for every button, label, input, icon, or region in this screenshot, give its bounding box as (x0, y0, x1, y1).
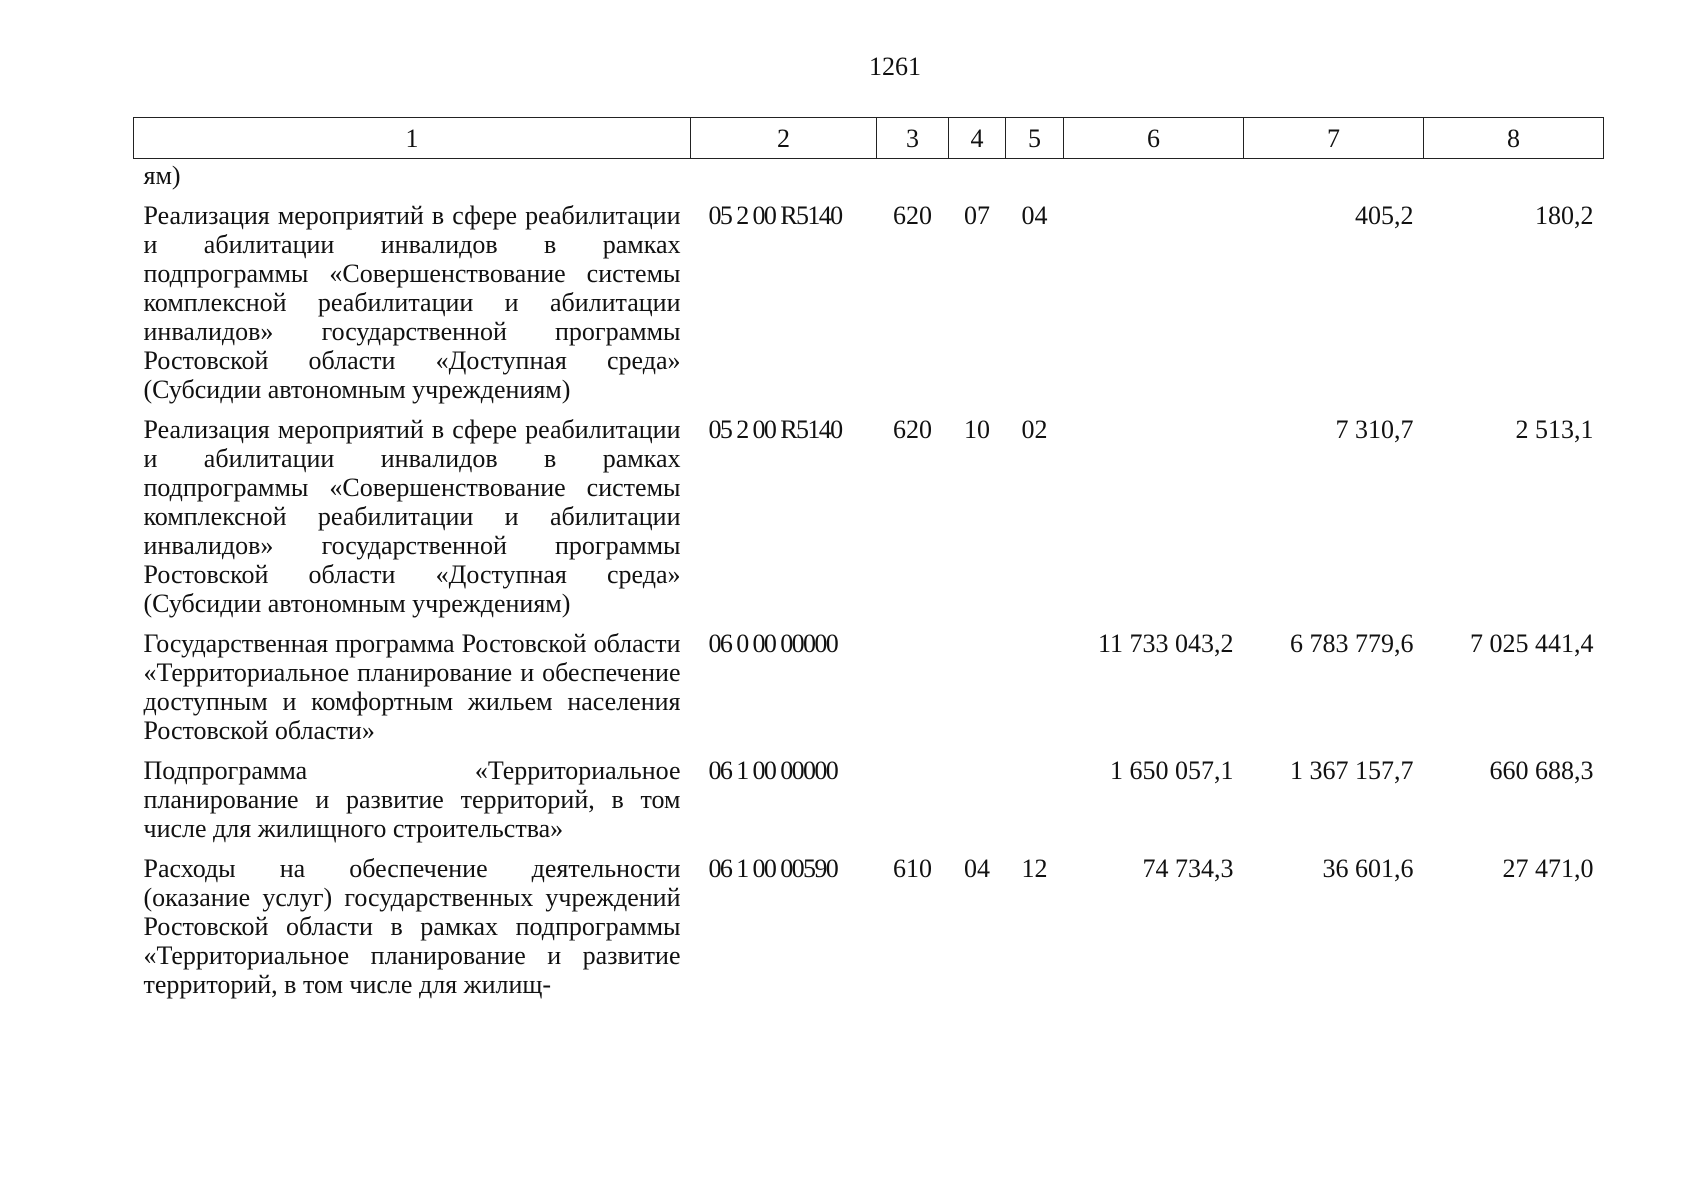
header-col-3: 3 (877, 118, 949, 159)
row-amount-col7: 1 367 157,7 (1290, 756, 1414, 785)
row-amount-col7: 405,2 (1355, 201, 1414, 230)
table-row (134, 745, 1604, 843)
row-target-code: 06 1 00 00000 (708, 756, 838, 785)
row-subsection: 04 (1021, 201, 1048, 230)
row-subsection: 12 (1021, 854, 1048, 883)
header-col-6: 6 (1064, 118, 1244, 159)
header-col-1: 1 (134, 118, 691, 159)
budget-table (133, 117, 1604, 999)
row-name: ям) (143, 161, 181, 190)
row-amount-col8: 660 688,3 (1489, 756, 1594, 785)
row-name: Расходы на обеспечение деятельности (оказание услуг) государственных учреждений Ростовской области в рамках подпрограммы «Территориальное планирование и развитие территорий, в том числе для жилищ- (143, 854, 681, 999)
header-col-5: 5 (1006, 118, 1064, 159)
table-row (134, 843, 1604, 999)
row-amount-col7: 6 783 779,6 (1290, 629, 1414, 658)
table-row (134, 404, 1604, 618)
page-number: 1261 (869, 52, 921, 81)
row-target-code: 06 0 00 00000 (708, 629, 838, 658)
row-amount-col8: 180,2 (1535, 201, 1594, 230)
row-name: Реализация мероприятий в сфере реабилитации и абилитации инвалидов в рамках подпрограммы «Совершенствование системы комплексной реабилитации и абилитации инвалидов» государственной программы Ростовской области «Доступная среда» (Субсидии автономным учреждениям) (143, 201, 681, 404)
row-section (949, 618, 1006, 745)
header-col-7: 7 (1244, 118, 1424, 159)
row-name: Государственная программа Ростовской области «Территориальное планирование и обеспечение доступным и комфортным жильем населения Ростовской области» (143, 629, 681, 745)
empty-cells (691, 159, 1604, 191)
row-subsection: 02 (1021, 415, 1048, 444)
row-expense-type (877, 618, 949, 745)
row-amount-col7: 36 601,6 (1322, 854, 1414, 883)
row-amount-col6: 74 734,3 (1142, 854, 1234, 883)
header-col-2: 2 (691, 118, 877, 159)
table-header-row (134, 118, 1604, 159)
row-expense-type: 610 (893, 854, 932, 883)
row-target-code: 05 2 00 R5140 (708, 415, 842, 444)
row-target-code: 05 2 00 R5140 (708, 201, 842, 230)
row-amount-col6 (1064, 404, 1244, 618)
table-row (134, 190, 1604, 404)
row-amount-col6 (1064, 190, 1244, 404)
row-name: Реализация мероприятий в сфере реабилитации и абилитации инвалидов в рамках подпрограммы «Совершенствование системы комплексной реабилитации и абилитации инвалидов» государственной программы Ростовской области «Доступная среда» (Субсидии автономным учреждениям) (143, 415, 681, 618)
row-target-code: 06 1 00 00590 (708, 854, 838, 883)
row-subsection (1006, 618, 1064, 745)
row-amount-col8: 2 513,1 (1515, 415, 1594, 444)
header-col-4: 4 (949, 118, 1006, 159)
row-section: 04 (964, 854, 990, 883)
budget-table-container (133, 117, 1603, 999)
row-section: 10 (964, 415, 990, 444)
table-row-continuation (134, 159, 1604, 191)
row-expense-type: 620 (893, 201, 932, 230)
header-col-8: 8 (1424, 118, 1604, 159)
row-expense-type: 620 (893, 415, 932, 444)
table-row (134, 618, 1604, 745)
row-amount-col8: 27 471,0 (1502, 854, 1594, 883)
row-amount-col8: 7 025 441,4 (1470, 629, 1594, 658)
row-expense-type (877, 745, 949, 843)
row-subsection (1006, 745, 1064, 843)
row-amount-col6: 1 650 057,1 (1110, 756, 1234, 785)
row-section: 07 (964, 201, 990, 230)
row-amount-col6: 11 733 043,2 (1097, 629, 1234, 658)
row-section (949, 745, 1006, 843)
row-amount-col7: 7 310,7 (1335, 415, 1414, 444)
row-name: Подпрограмма «Территориальное планирование и развитие территорий, в том числе для жилищного строительства» (143, 756, 681, 843)
